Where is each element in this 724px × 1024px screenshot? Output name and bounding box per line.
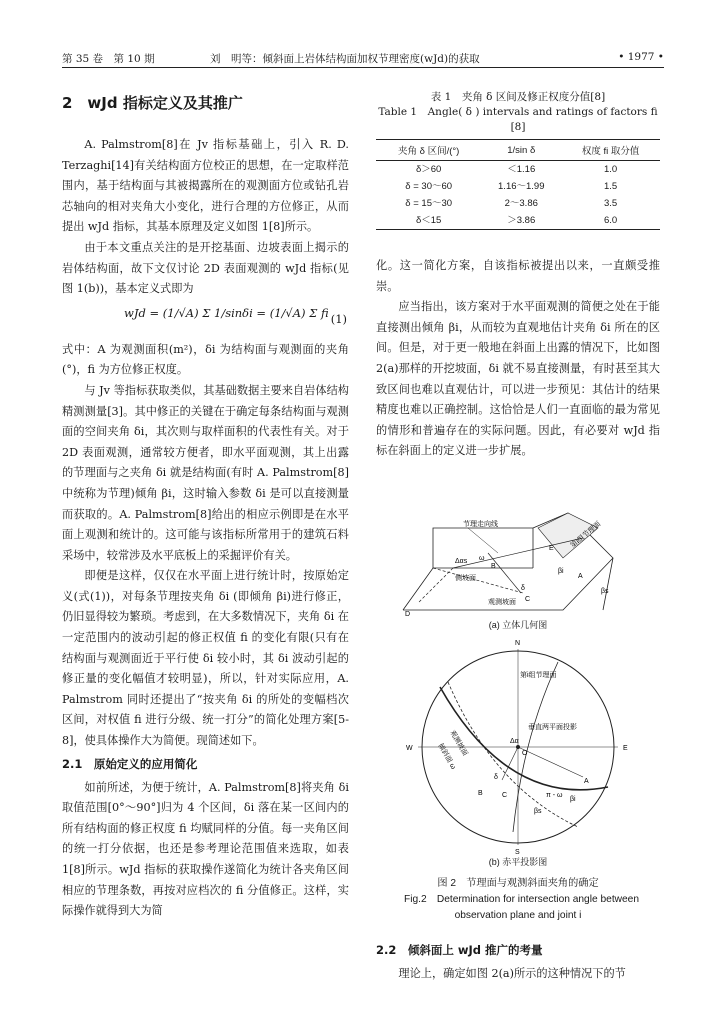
label-A: A [584,777,589,785]
paragraph: 式中：A 为观测面积(m²)，δi 为结构面与观测面的夹角(°)，fi 为方位修正权度。 [62,342,349,377]
table-1-caption-cn: 表 1 夹角 δ 区间及修正权度分值[8] [430,91,606,103]
table-cell: δ＞60 [415,164,442,175]
label-beta-s: βs [534,807,542,815]
paragraph: 由于本文重点关注的是开挖基面、边坡表面上揭示的岩体结构面，故下文仅讨论 2D 表面观测的 wJd 指标(见图 1(b))，基本定义式即为 [62,240,349,296]
table-cell: 1.0 [603,164,618,175]
label-E: E [549,544,554,552]
figure-2b [398,637,638,855]
label-slope-plane: 观测坡面 [448,729,469,758]
label-beta-i: βi [570,795,576,803]
label-slope: 观测坡面 [488,598,516,606]
figure-2b-label: (b) 赤平投影图 [488,856,548,867]
label-delta-alpha: Δα [510,737,519,745]
table-header: 权度 fi 取分值 [561,140,660,161]
volume-issue: 第 35 卷 第 10 期 [62,53,155,65]
table-cell: 6.0 [561,212,660,230]
label-side: 侧坡面 [455,574,476,582]
label-B: B [491,562,496,570]
label-joint: 第i组节理面 [569,520,603,550]
running-header [62,48,664,68]
label-C: C [502,791,508,799]
label-horizontal: 垂直两平面投影 [528,723,577,731]
paragraph: A. Palmstrom[8]在 Jv 指标基础上，引入 R. D. Terzaghi[14]有关结构面方位校正的思想，在一定取样范围内，基于结构面与其被揭露所在的观测面方位或钻孔岩芯轴向的相对夹角大小变化，进行合理的方位修正，从而提出 wJd 指标，其基本原理及定义如图 1[8]所示。 [62,138,349,234]
table-cell: 1.5 [603,181,618,192]
label-C: C [525,595,531,603]
label-O: O [522,749,528,757]
label-omega: ω [479,554,485,562]
table-cell: δ = 30～60 [405,181,453,192]
label-delta: δ [494,773,498,781]
table-cell: ＜1.16 [507,164,536,175]
table-row [376,178,660,195]
figure-2a [393,498,643,618]
label-pi: π - ω [546,791,563,799]
paragraph: 化。这一简化方案，自该指标被提出以来，一直颇受推崇。 [376,259,660,293]
table-row [376,212,660,230]
label-slope-plane2: 倾斜面 ω [436,742,457,771]
section-2-1-heading: 2.1 原始定义的应用简化 [62,756,198,771]
figure-2-caption-cn: 图 2 节理面与观测斜面夹角的确定 [437,877,599,889]
table-cell: 2～3.86 [504,198,538,209]
table-header: 1/sin δ [481,140,561,161]
page-number: • 1977 • [618,51,664,63]
label-joint-plane: 第i组节理面 [520,671,557,679]
label-S: S [515,848,520,855]
label-B: B [478,789,483,797]
table-header: 夹角 δ 区间/(°) [376,140,481,161]
table-cell: δ＜15 [376,212,481,230]
table-row [376,161,660,179]
table-cell: ＞3.86 [481,212,561,230]
equation-body: wJd = (1/√A) Σ 1/sinδi = (1/√A) Σ fi [124,305,329,320]
running-title: 刘 明等：倾斜面上岩体结构面加权节理密度(wJd)的获取 [210,53,480,65]
section-2-heading: 2 wJd 指标定义及其推广 [62,94,243,112]
table-cell: δ = 15～30 [405,198,453,209]
table-cell: 3.5 [603,198,618,209]
label-da: Δαs [455,557,468,565]
label-A: A [578,572,583,580]
figure-2a-label: (a) 立体几何图 [488,619,548,630]
label-N: N [515,639,521,647]
paragraph: 如前所述，为便于统计，A. Palmstrom[8]将夹角 δi 取值范围[0°～90°]归为 4 个区间，δi 落在某一区间内的所有结构面的修正权度 fi 均赋同样的分值。每一夹角区间的统一打分依据，也还是参考理论范围值来选取，如表 1[8]所示。wJd 指标的获取操作遂简化为统计各夹角区间相应的节理条数，再按对应档次的 fi 分值修正。这样，实际操作就得到大为简 [62,780,349,918]
label-delta: δ [521,584,525,592]
equation-number: (1) [330,311,347,326]
label-beta-s: βs [601,587,609,595]
table-1 [376,139,660,230]
table-cell: 1.16～1.99 [498,181,545,192]
label-E: E [623,744,628,752]
label-W: W [406,744,413,752]
section-2-2-heading: 2.2 倾斜面上 wJd 推广的考量 [376,942,543,957]
figure-2-caption-en-2: observation plane and joint i [454,909,582,921]
table-1-caption-en: Table 1 Angle( δ ) intervals and ratings of factors fi [8] [378,106,658,133]
label-D: D [405,610,411,618]
paragraph: 应当指出，该方案对于水平面观测的简便之处在于能直接测出倾角 βi，从而较为直观地估计夹角 δi 所在的区间。但是，对于更一般地在斜面上出露的情况下，比如图 2(a)那样的开挖坡面，δi 就不易直接测量，有时甚至其大致区间也难以直观估计，可以进一步预见：其估计的结果精度也难以正确控制。这恰恰是人们一直面临的最为常见的情形和普遍存在的实际问题。因此，有必要对 wJd 指标在斜面上的定义进一步扩展。 [376,300,660,458]
figure-2b-drawing [398,637,638,855]
paragraph: 理论上，确定如图 2(a)所示的这种情况下的节 [398,966,626,980]
right-column [376,90,660,985]
label-strike: 节理走向线 [463,520,498,528]
table-row [376,195,660,212]
paragraph: 即便是这样，仅仅在水平面上进行统计时，按原始定义(式(1))，对每条节理按夹角 δi (即倾角 βi)进行修正，仍旧显得较为繁琐。考虑到，在大多数情况下，夹角 δi 在一定范围内的波动引起的修正权值 fi 的变化有限(只有在结构面与观测面近于平行使 δi 较小时，其 δi 波动引起的修正量的变化幅值才较明显)，所以，针对实际应用，A. Palmstrom 同时还提出了“按夹角 δi 的所处的变幅档次区间，对权值 fi 进行分级、统一打分”的简化处理方案[5-8]，使具体操作大为简便。现简述如下。 [62,569,349,748]
figure-2-caption-en-1: Fig.2 Determination for intersection angle between [404,893,640,905]
left-column [62,90,349,922]
paragraph: 与 Jv 等指标获取类似，其基础数据主要来自岩体结构精测测量[3]。其中修正的关键在于确定每条结构面与观测面的空间夹角 δi，其次则与取样面积的代表性有关。对于 2D 表面观测，通常较方便者，即水平面观测，其上出露的节理面与之夹角 δi 就是结构面(有时 A. Palmstrom[8]中统称为节理)倾角 βi，这时输入参数 δi 是可以直接测量而获取的。A. Palmstrom[8]给出的相应示例即是在水平面上观测和统计的。这可能与该指标所常用于的建筑石料采场中，较常涉及水平底板上的采掘评价有关。 [62,383,349,562]
figure-2a-drawing [393,498,643,618]
label-beta: βi [558,567,564,575]
equation-1 [62,300,349,340]
